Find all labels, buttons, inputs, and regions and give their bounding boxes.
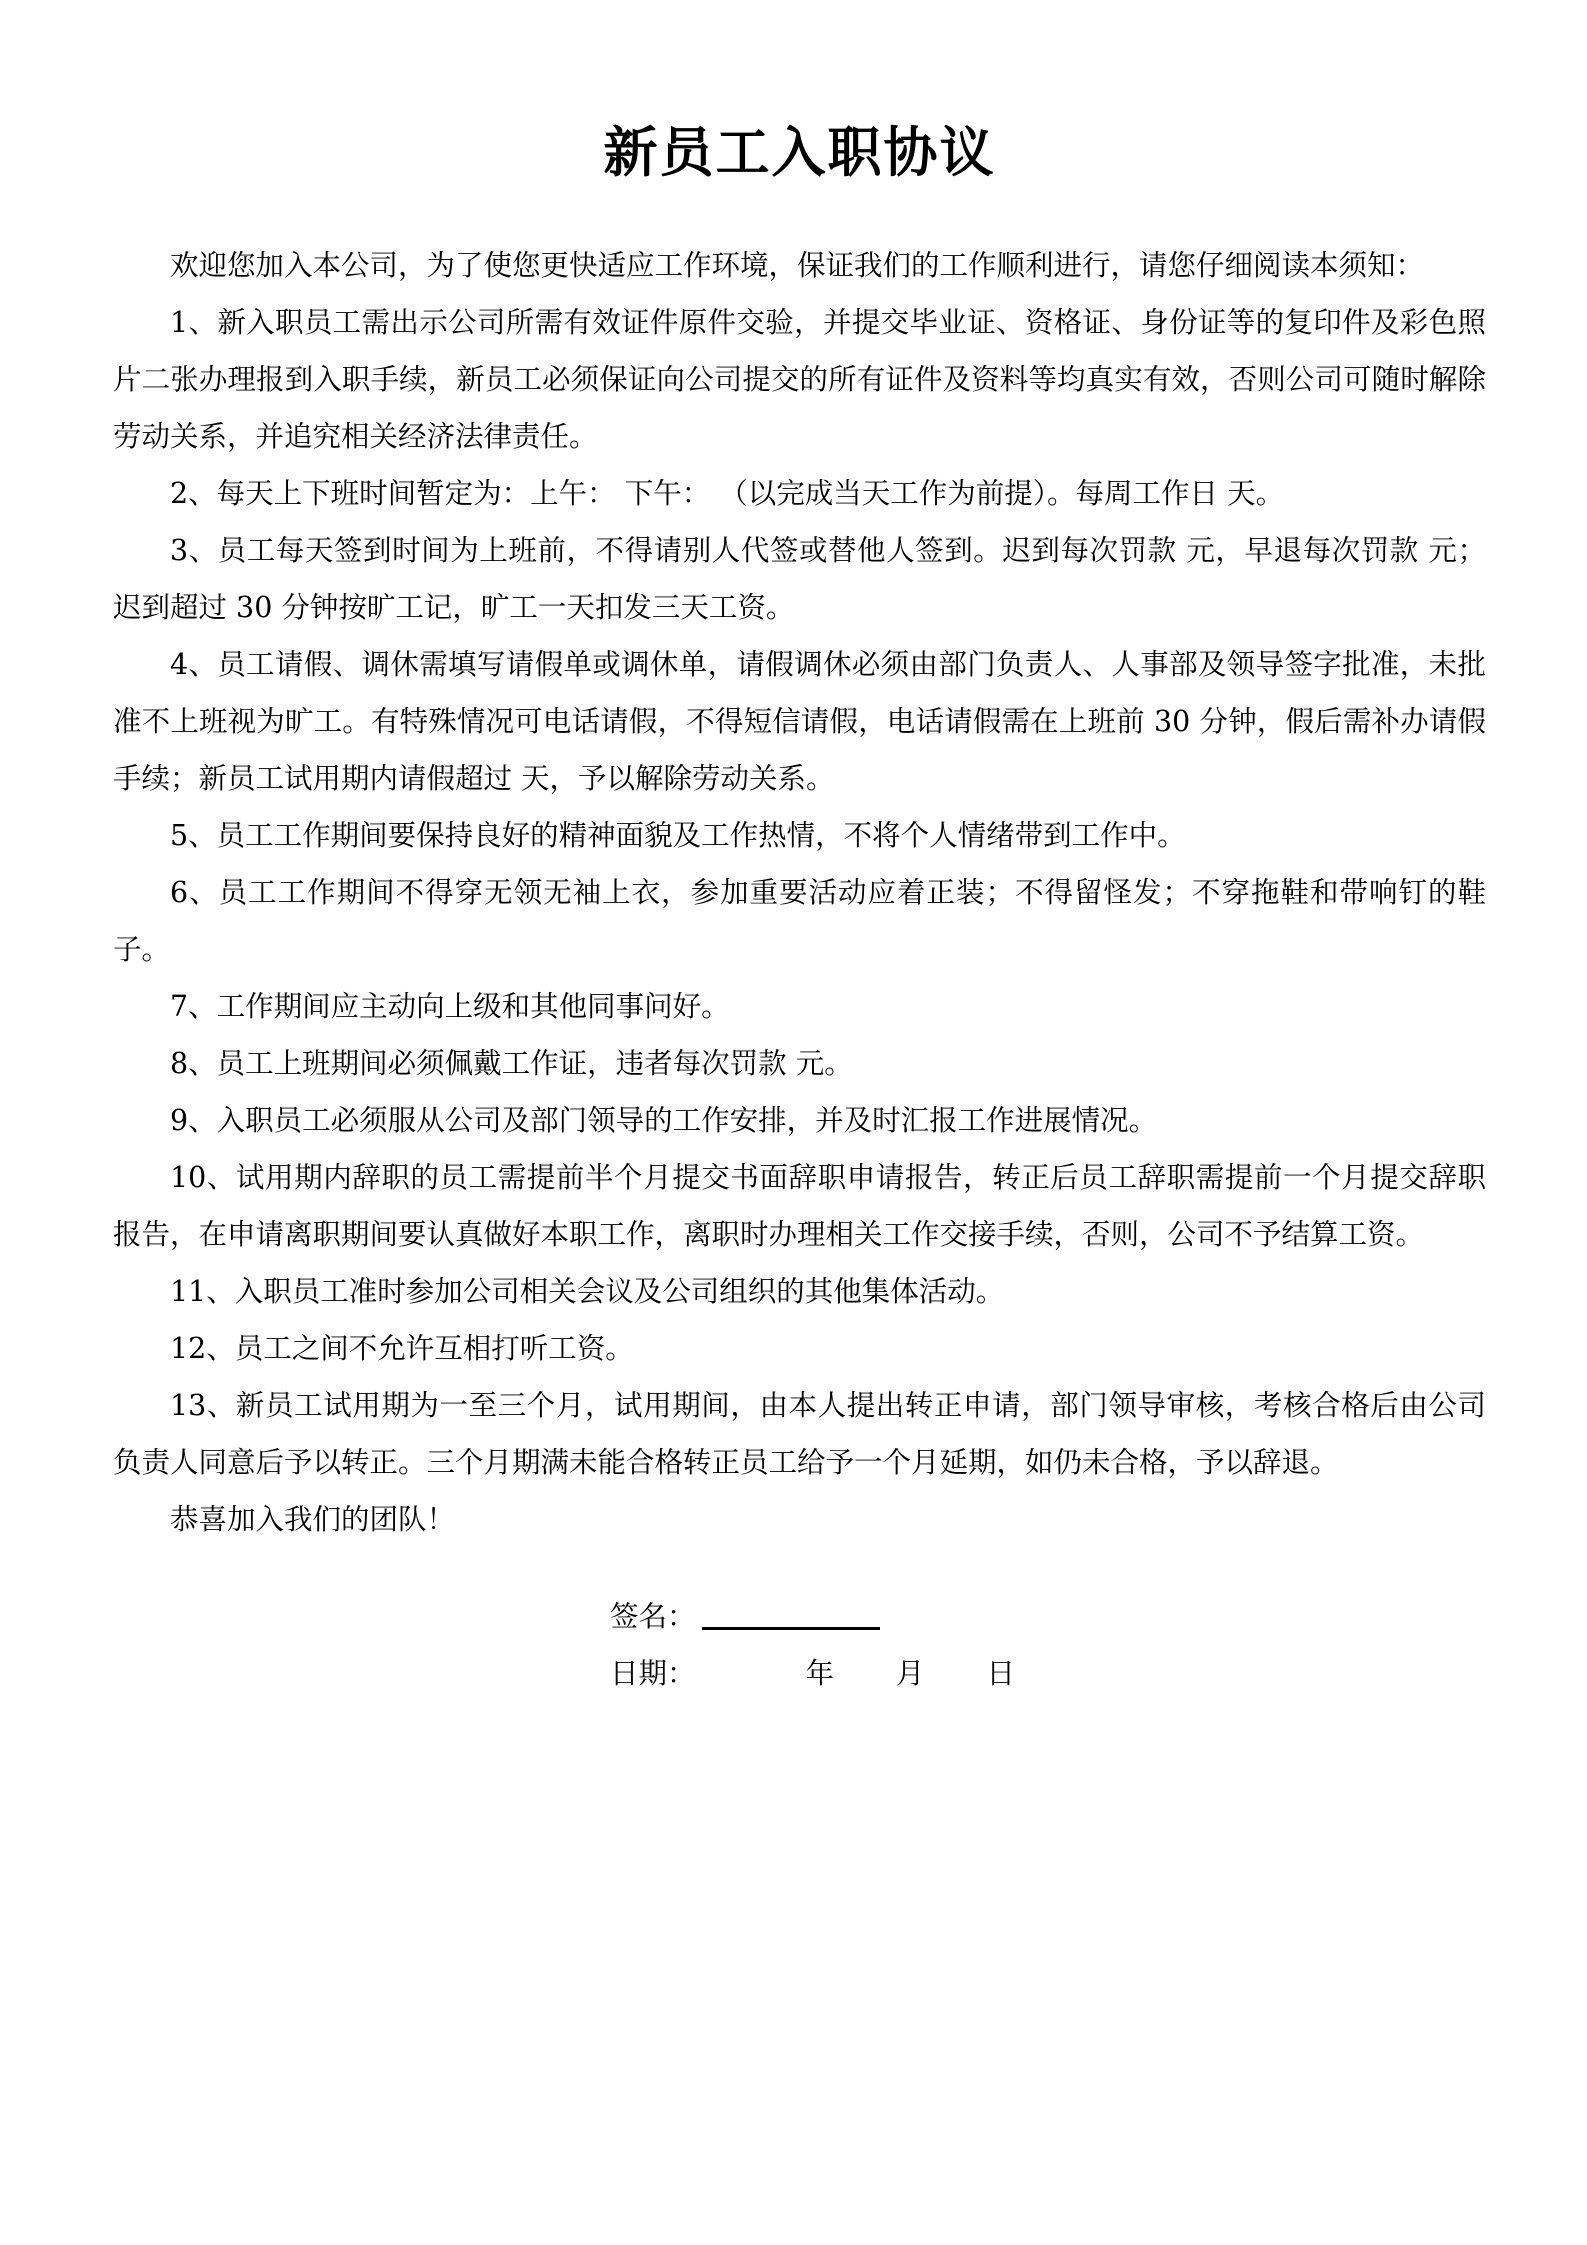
clause-4: 4、员工请假、调休需填写请假单或调休单，请假调休必须由部门负责人、人事部及领导签字批准，未批准不上班视为旷工。有特殊情况可电话请假，不得短信请假，电话请假需在上班前 30 分钟，假后需补办请假手续；新员工试用期内请假超过 天，予以解除劳动关系。 bbox=[113, 648, 1486, 796]
signature-input-line[interactable] bbox=[702, 1627, 880, 1630]
clause-1: 1、新入职员工需出示公司所需有效证件原件交验，并提交毕业证、资格证、身份证等的复印件及彩色照片二张办理报到入职手续，新员工必须保证向公司提交的所有证件及资料等均真实有效，否则公司可随时解除劳动关系，并追究相关经济法律责任。 bbox=[113, 306, 1486, 454]
page-title: 新员工入职协议 bbox=[603, 121, 996, 184]
clause-12: 12、员工之间不允许互相打听工资。 bbox=[170, 1332, 634, 1366]
date-row bbox=[113, 1645, 1486, 1702]
signature-label: 签名： bbox=[610, 1600, 696, 1634]
signature-row bbox=[113, 1588, 1486, 1645]
clause-8: 8、员工上班期间必须佩戴工作证，违者每次罚款 元。 bbox=[170, 1047, 853, 1081]
clause-7: 7、工作期间应主动向上级和其他同事问好。 bbox=[170, 990, 730, 1024]
closing-paragraph: 恭喜加入我们的团队！ bbox=[170, 1503, 456, 1537]
intro-paragraph: 欢迎您加入本公司，为了使您更快适应工作环境，保证我们的工作顺利进行，请您仔细阅读本须知： bbox=[170, 249, 1425, 283]
clause-10: 10、试用期内辞职的员工需提前半个月提交书面辞职申请报告，转正后员工辞职需提前一个月提交辞职报告，在申请离职期间要认真做好本职工作，离职时办理相关工作交接手续，否则，公司不予结算工资。 bbox=[113, 1161, 1486, 1252]
month-unit: 月 bbox=[896, 1657, 925, 1691]
signature-block bbox=[113, 1588, 1486, 1702]
date-label: 日期： bbox=[610, 1657, 696, 1691]
clause-13: 13、新员工试用期为一至三个月，试用期间，由本人提出转正申请，部门领导审核，考核合格后由公司负责人同意后予以转正。三个月期满未能合格转正员工给予一个月延期，如仍未合格，予以辞退。 bbox=[113, 1389, 1486, 1480]
clause-6: 6、员工工作期间不得穿无领无袖上衣，参加重要活动应着正装；不得留怪发；不穿拖鞋和带响钉的鞋子。 bbox=[113, 876, 1486, 967]
document-body bbox=[113, 0, 1486, 1702]
clause-3: 3、员工每天签到时间为上班前，不得请别人代签或替他人签到。迟到每次罚款 元，早退每次罚款 元；迟到超过 30 分钟按旷工记，旷工一天扣发三天工资。 bbox=[113, 534, 1486, 625]
clause-2: 2、每天上下班时间暂定为：上午： 下午： （以完成当天工作为前提）。每周工作日 天。 bbox=[170, 477, 1285, 511]
clause-5: 5、员工工作期间要保持良好的精神面貌及工作热情，不将个人情绪带到工作中。 bbox=[170, 819, 1186, 853]
clause-9: 9、入职员工必须服从公司及部门领导的工作安排，并及时汇报工作进展情况。 bbox=[170, 1104, 1158, 1138]
day-unit: 日 bbox=[986, 1657, 1016, 1691]
clause-11: 11、入职员工准时参加公司相关会议及公司组织的其他集体活动。 bbox=[170, 1275, 1005, 1309]
year-unit: 年 bbox=[805, 1657, 835, 1691]
